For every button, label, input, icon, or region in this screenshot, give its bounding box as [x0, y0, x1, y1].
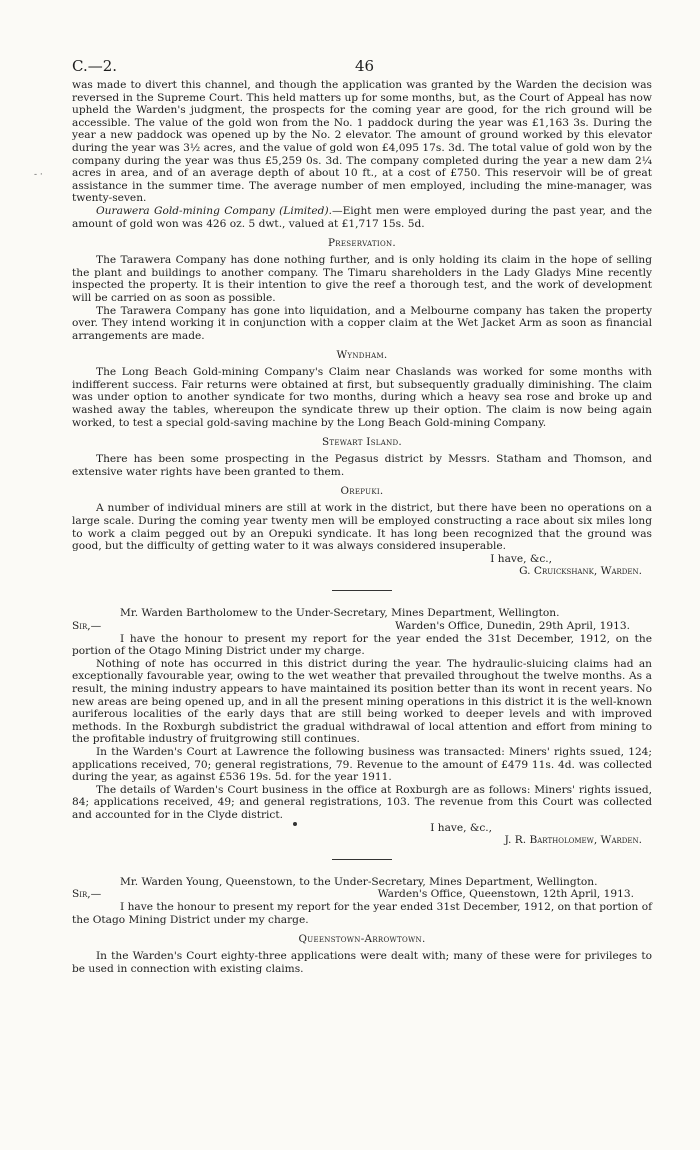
paragraph: The Long Beach Gold-mining Company's Claim near Chaslands was worked for some months with indifferent success. Fair returns were obtained at first, but subsequently gradually diminishing. The claim was under option to another syndicate for two months, during which a heavy sea rose and broke up and washed away the tables, whereupon the syndicate threw up their option. The claim is now being again worked, to test a special gold-saving machine by the Long Beach Gold-mining Company. — [72, 366, 652, 429]
section-heading-orepuki: Orepuki. — [340, 485, 384, 498]
paragraph: The Tarawera Company has gone into liquidation, and a Melbourne company has taken the property over. They intend working it in conjunction with a copper claim at the Wet Jacket Arm as soon as financial arrangements are made. — [72, 304, 652, 342]
letter-address: Mr. Warden Bartholomew to the Under-Secretary, Mines Department, Wellington. — [120, 607, 560, 619]
paragraph: I have the honour to present my report for the year ended the 31st December, 1912, on the portion of the Otago Mining District under my charge. — [72, 632, 652, 658]
sign-off — [72, 822, 652, 847]
document-page — [72, 57, 652, 976]
paragraph: A number of individual miners are still at work in the district, but there have been no operations on a large scale. During the coming year twenty men will be employed constructing a race about six miles long to work a claim pegged out by an Orepuki syndicate. It has long been recognized that the ground was good, but the difficulty of getting water to it was always considered insuperable. — [72, 502, 652, 553]
closing-greeting: I have, &c., — [430, 821, 492, 834]
letter-salutation — [72, 620, 652, 633]
section-divider — [332, 859, 392, 860]
paragraph: was made to divert this channel, and though the application was granted by the Warden the decision was reversed in the Supreme Court. This held matters up for some months, but, as the Court of Appeal has now upheld the Warden's judgment, the prospects for the coming year are good, for the rich ground will be accessible. The value of the gold won from the No. 1 paddock during the year was £1,163 3s. During the year a new paddock was opened up by the No. 2 elevator. The amount of ground worked by this elevator during the year was 3½ acres, and the value of gold won £4,095 17s. 3d. The total value of gold won by the company during the year was thus £5,259 0s. 3d. The company completed during the year a new dam 2¼ acres in area, and of an average depth of about 10 ft., at a cost of £750. This reservoir will be of great assistance in the summer time. The average number of men employed, including the mine-manager, was twenty-seven. — [72, 79, 652, 205]
report-reference: C.—2. — [72, 57, 118, 75]
letter-salutation — [72, 888, 652, 901]
section-divider — [332, 590, 392, 591]
section-heading-stewart-island: Stewart Island. — [321, 436, 403, 449]
paragraph: In the Warden's Court at Lawrence the following business was transacted: Miners' rights ssued, 124; applications received, 70; general registrations, 79. Revenue to the amount of £479 11s. 4d. was collected during the year, as against £536 19s. 5d. for the year 1911. — [72, 745, 652, 784]
section-heading-wyndham: Wyndham. — [336, 349, 388, 362]
paragraph: Ourawera Gold-mining Company (Limited).—Eight men were employed during the past year, and the amount of gold won was 426 oz. 5 dwt., valued at £1,717 15s. 5d. — [72, 204, 653, 230]
company-name: Ourawera Gold-mining Company (Limited). — [96, 204, 332, 217]
salutation: Sir,— — [72, 619, 102, 632]
letter-dateline: Warden's Office, Queenstown, 12th April, 1913. — [377, 888, 634, 901]
ink-dot — [293, 822, 297, 826]
margin-mark: - · — [34, 170, 43, 180]
salutation: Sir,— — [72, 888, 102, 901]
paragraph: The Tarawera Company has done nothing further, and is only holding its claim in the hope of selling the plant and buildings to another company. The Timaru shareholders in the Lady Gladys Mine recently inspected the property. It is their intention to give the reef a thorough test, and the work of development will be carried on as soon as possible. — [72, 254, 652, 304]
page-number: 46 — [355, 57, 375, 75]
signature: J. R. Bartholomew, Warden. — [504, 834, 642, 847]
closing-greeting: I have, &c., — [490, 552, 552, 565]
paragraph: There has been some prospecting in the Pegasus district by Messrs. Statham and Thomson, and extensive water rights have been granted to them. — [72, 453, 652, 478]
paragraph: I have the honour to present my report for the year ended 31st December, 1912, on that portion of the Otago Mining District under my charge. — [72, 901, 652, 926]
sign-off — [72, 553, 652, 578]
paragraph: The details of Warden's Court business in the office at Roxburgh are as follows: Miners' rights issued, 84; applications received, 49; and general registrations, 103. The revenue from this Court was collected and accounted for in the Clyde district. — [72, 783, 652, 821]
section-heading-queenstown-arrowtown: Queenstown-Arrowtown. — [298, 933, 426, 946]
page-header — [72, 57, 652, 79]
section-heading-preservation: Preservation. — [327, 237, 397, 250]
letter-dateline: Warden's Office, Dunedin, 29th April, 1913. — [395, 619, 630, 632]
paragraph: In the Warden's Court eighty-three applications were dealt with; many of these were for privileges to be used in connection with existing claims. — [72, 950, 652, 976]
letter-address: Mr. Warden Young, Queenstown, to the Under-Secretary, Mines Department, Wellington. — [120, 875, 598, 888]
paragraph: Nothing of note has occurred in this district during the year. The hydraulic-sluicing claims had an exceptionally favourable year, owing to the wet weather that prevailed throughout the twelve months. As a result, the mining industry appears to have maintained its position better than its wont in recent years. No new areas are being opened up, and in all the present mining operations in this district it is the well-known auriferous localities of the early days that are still being worked to deeper levels and with improved methods. In the Roxburgh subdistrict the gradual withdrawal of local attention and effort from mining to the profitable industry of fruitgrowing still continues. — [72, 657, 652, 746]
signature: G. Cruickshank, Warden. — [519, 565, 642, 578]
